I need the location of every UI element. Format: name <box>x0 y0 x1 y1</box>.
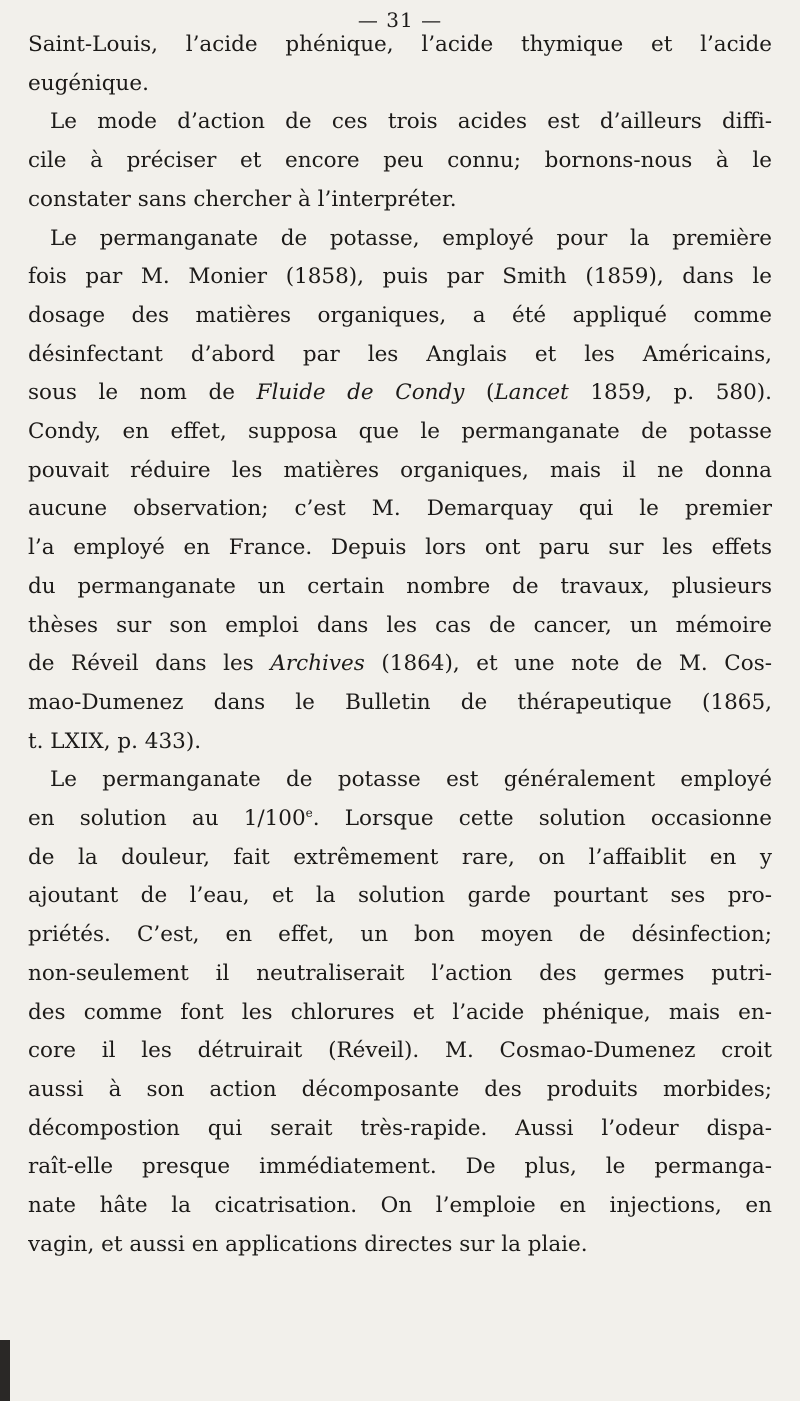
text-line <box>28 413 772 452</box>
text-line <box>28 877 772 916</box>
text-line <box>28 1148 772 1187</box>
text-segment: t. LXIX, p. 433). <box>28 728 202 754</box>
text-segment: aucune observation; c’est M. Demarquay qui le premier <box>28 496 772 522</box>
superscript: e <box>305 805 313 820</box>
text-segment: dosage des matières organiques, a été appliqué comme <box>28 302 772 328</box>
text-line <box>28 645 772 684</box>
text-line <box>28 529 772 568</box>
text-line <box>28 955 772 994</box>
text-segment: . Lorsque cette solution occasionne <box>312 806 772 832</box>
text-segment: l’a employé en France. Depuis lors ont paru sur les effets <box>28 535 772 561</box>
text-segment: Le permanganate de potasse est généralement employé <box>50 767 772 793</box>
text-segment: des comme font les chlorures et l’acide phénique, mais en- <box>28 999 772 1025</box>
text-line <box>28 1110 772 1149</box>
text-line <box>28 568 772 607</box>
text-segment: Condy, en effet, supposa que le permanganate de potasse <box>28 419 772 445</box>
text-segment: ( <box>464 380 495 406</box>
italic-text: Fluide de Condy <box>256 380 465 406</box>
text-segment: non-seulement il neutraliserait l’action des germes putri- <box>28 960 772 986</box>
text-segment: sous le nom de <box>28 380 257 406</box>
text-line <box>28 452 772 491</box>
text-segment: eugénique. <box>28 70 149 96</box>
text-segment: vagin, et aussi en applications directes sur la plaie. <box>28 1231 588 1257</box>
text-segment: constater sans chercher à l’interpréter. <box>28 186 457 212</box>
italic-text: Archives <box>270 651 365 677</box>
text-line <box>28 374 772 413</box>
text-segment: nate hâte la cicatrisation. On l’emploie en injections, en <box>28 1193 772 1219</box>
text-line <box>28 181 772 220</box>
text-segment: pouvait réduire les matières organiques, mais il ne donna <box>28 457 772 483</box>
text-segment: Saint-Louis, l’acide phénique, l’acide thymique et l’acide <box>28 32 772 57</box>
text-segment: cile à préciser et encore peu connu; bornons-nous à le <box>28 148 772 174</box>
text-segment: thèses sur son emploi dans les cas de cancer, un mémoire <box>28 612 772 638</box>
text-line <box>28 297 772 336</box>
text-line <box>28 103 772 142</box>
text-line <box>28 1187 772 1226</box>
text-segment: raît-elle presque immédiatement. De plus, le permanga- <box>28 1154 772 1180</box>
text-segment: fois par M. Monier (1858), puis par Smith (1859), dans le <box>28 264 772 290</box>
text-line <box>28 761 772 800</box>
text-line <box>28 336 772 375</box>
text-line <box>28 839 772 878</box>
text-segment: en solution au 1/100 <box>28 806 306 832</box>
text-segment: décompostion qui serait très-rapide. Aussi l’odeur dispa- <box>28 1115 772 1141</box>
text-line <box>28 1032 772 1071</box>
text-segment: 1859, p. 580). <box>568 380 772 406</box>
text-line <box>28 684 772 723</box>
text-line <box>28 1071 772 1110</box>
text-line <box>28 142 772 181</box>
italic-text: Lancet <box>494 380 569 406</box>
text-segment: du permanganate un certain nombre de travaux, plusieurs <box>28 573 772 599</box>
text-segment: core il les détruirait (Réveil). M. Cosmao-Dumenez croit <box>28 1038 772 1064</box>
scan-edge-mark <box>0 1340 10 1401</box>
text-segment: de la douleur, fait extrêmement rare, on l’affaiblit en y <box>28 844 772 870</box>
text-segment: priétés. C’est, en effet, un bon moyen de désinfection; <box>28 922 772 948</box>
body-text <box>28 26 772 1265</box>
text-line <box>28 800 772 839</box>
text-segment: mao-Dumenez dans le Bulletin de thérapeutique (1865, <box>28 689 772 715</box>
text-segment: (1864), et une note de M. Cos- <box>364 651 772 677</box>
text-segment: Le permanganate de potasse, employé pour la première <box>50 225 772 251</box>
text-line <box>28 994 772 1033</box>
text-segment: Le mode d’action de ces trois acides est d’ailleurs diffi- <box>50 109 772 135</box>
text-line <box>28 490 772 529</box>
text-segment: aussi à son action décomposante des produits morbides; <box>28 1076 772 1102</box>
text-line <box>28 1226 772 1265</box>
text-line <box>28 65 772 104</box>
text-line <box>28 723 772 762</box>
text-line <box>28 220 772 259</box>
text-segment: ajoutant de l’eau, et la solution garde pourtant ses pro- <box>28 883 772 909</box>
text-line <box>28 916 772 955</box>
text-segment: désinfectant d’abord par les Anglais et les Américains, <box>28 341 772 367</box>
text-line <box>28 607 772 646</box>
text-segment: de Réveil dans les <box>28 651 271 677</box>
text-line <box>28 258 772 297</box>
text-line <box>28 26 772 65</box>
page-number: — 31 — <box>357 8 443 32</box>
